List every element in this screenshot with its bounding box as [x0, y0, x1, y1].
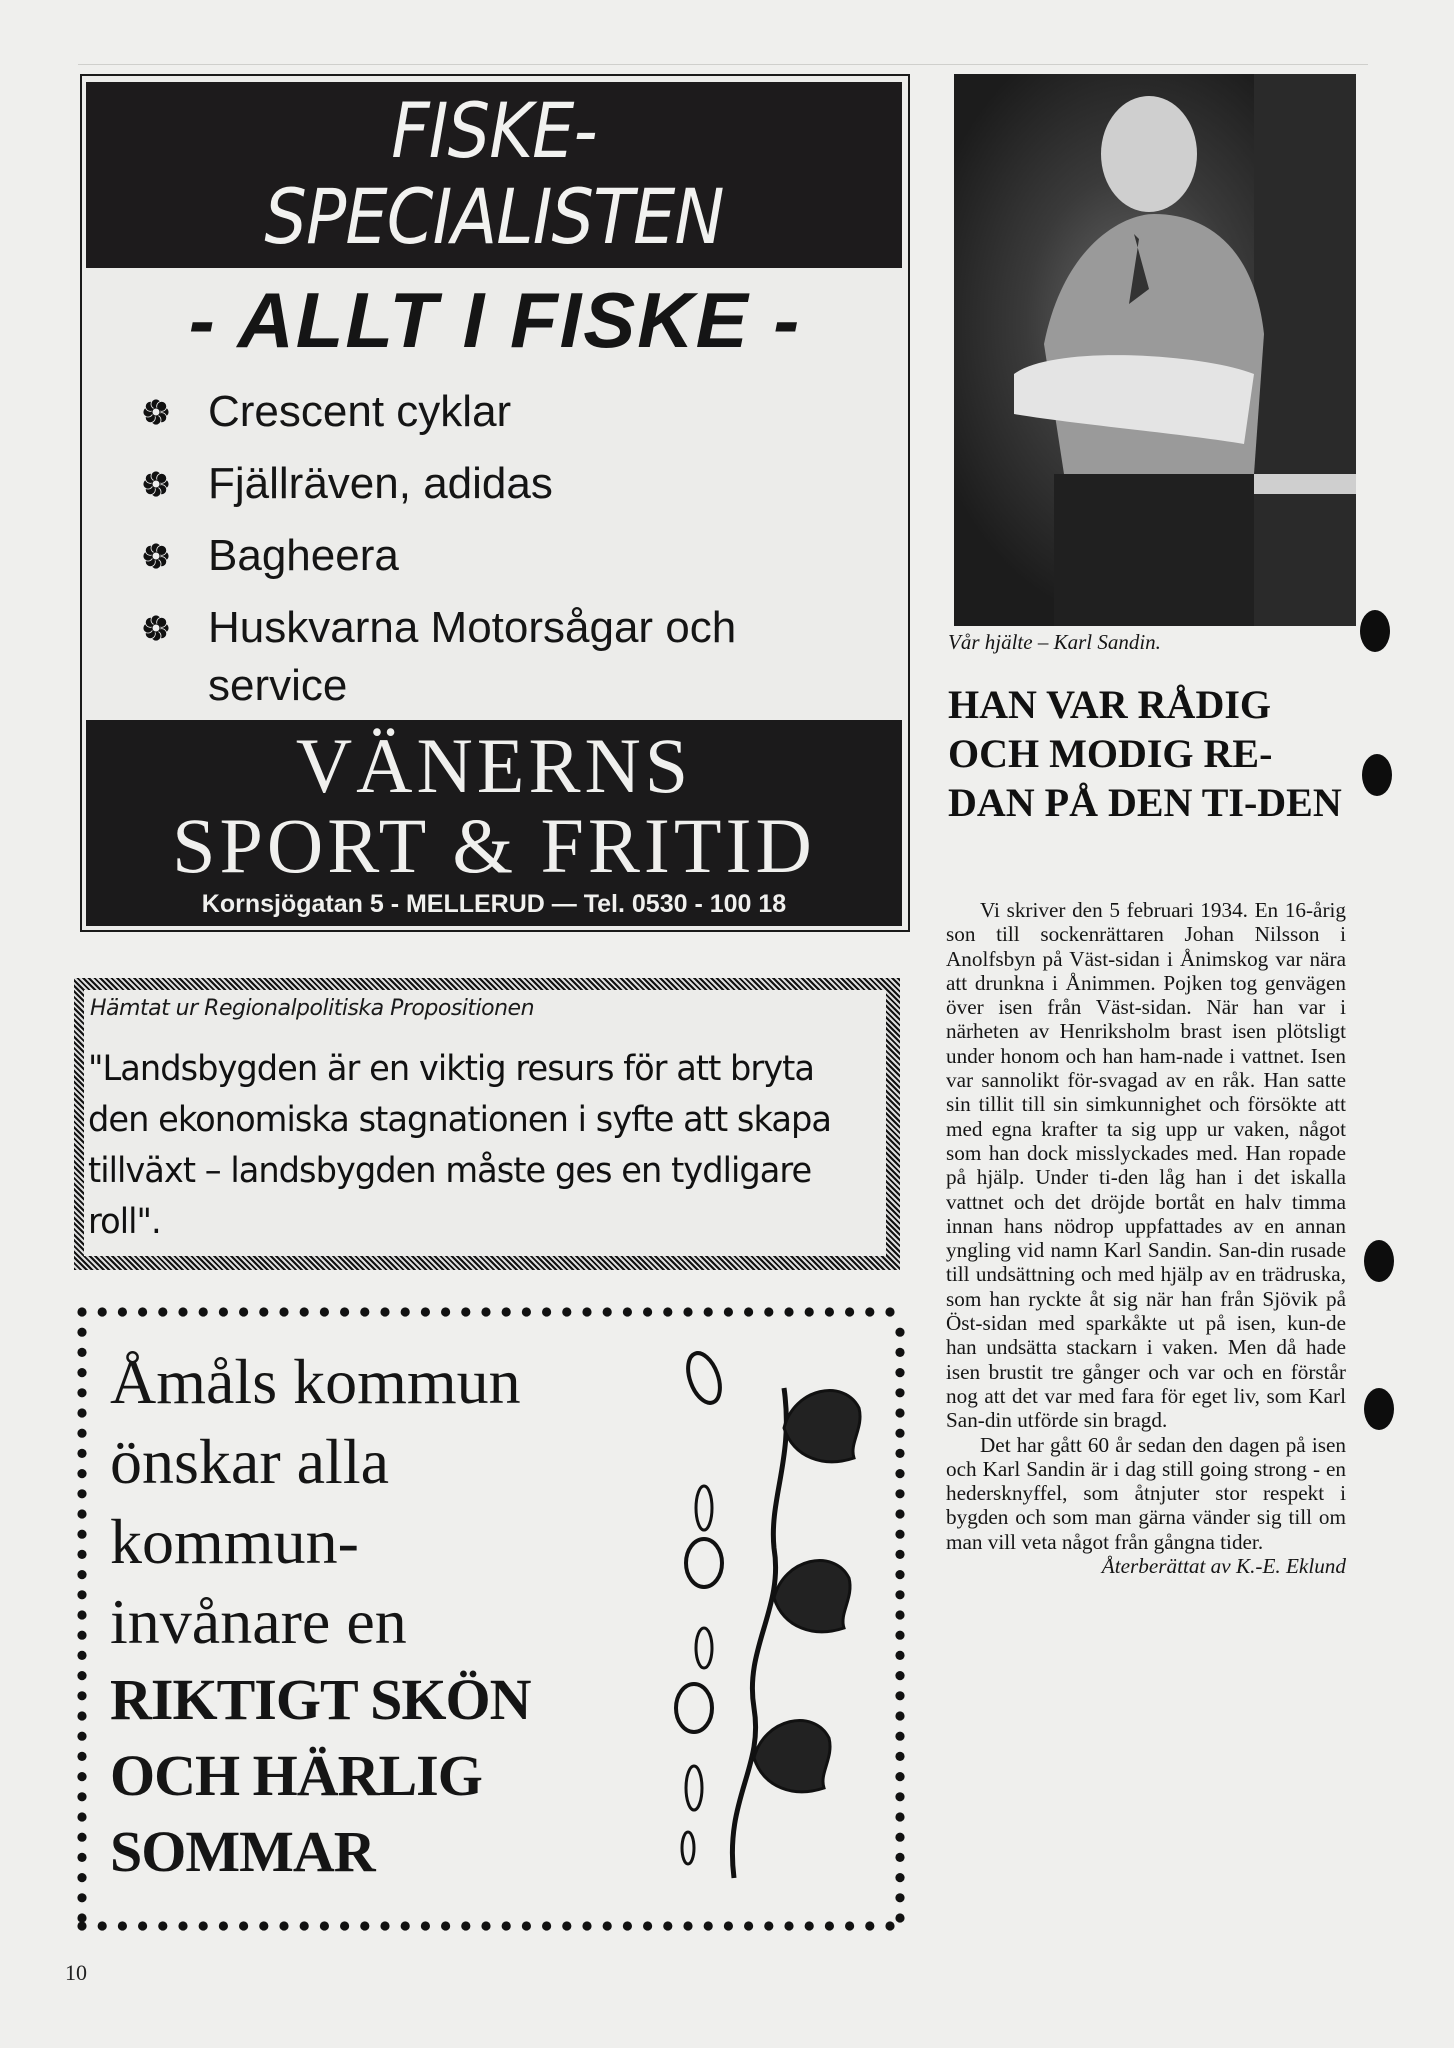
store-address: Kornsjögatan 5 - MELLERUD — Tel. 0530 - 100 18 [201, 890, 787, 918]
border-dot [279, 1307, 288, 1316]
border-dot [542, 1307, 551, 1316]
amal-bold-line: RIKTIGT SKÖN [110, 1667, 531, 1732]
border-dot [199, 1307, 208, 1316]
border-dot [895, 1610, 904, 1619]
ad-tagline: - ALLT I FISKE - [188, 276, 802, 364]
product-label: Huskvarna Motorsågar och [208, 603, 737, 652]
border-dot [895, 1853, 904, 1862]
border-dot [138, 1307, 147, 1316]
border-dot [158, 1921, 167, 1930]
quote-box [74, 978, 900, 1270]
border-dot [380, 1307, 389, 1316]
border-dot [380, 1921, 389, 1930]
amal-line: kommun- [110, 1506, 359, 1577]
border-dot [522, 1921, 531, 1930]
border-dot [77, 1509, 86, 1518]
border-dot [724, 1307, 733, 1316]
border-dot [895, 1651, 904, 1660]
border-dot [259, 1921, 268, 1930]
border-dot [77, 1921, 86, 1930]
border-dot [77, 1792, 86, 1801]
quote-source: Hämtat ur Regionalpolitiska Propositionen [90, 996, 535, 1021]
border-dot [77, 1449, 86, 1458]
border-dot [401, 1307, 410, 1316]
quote-inner [84, 990, 886, 1256]
fiskespecialisten-ad [80, 74, 910, 932]
border-dot [522, 1307, 531, 1316]
border-dot [77, 1631, 86, 1640]
border-dot [895, 1449, 904, 1458]
flower-bullet-icon [142, 614, 170, 642]
border-dot [895, 1812, 904, 1821]
border-dot [895, 1833, 904, 1842]
border-dot [895, 1772, 904, 1781]
border-dot [502, 1307, 511, 1316]
bell-flower-icon [774, 1561, 850, 1632]
border-dot [895, 1469, 904, 1478]
border-dot [77, 1812, 86, 1821]
amal-line: önskar alla [110, 1426, 389, 1497]
amal-line: invånare en [110, 1586, 407, 1657]
border-dot [219, 1307, 228, 1316]
border-dot [582, 1921, 591, 1930]
border-dot [895, 1752, 904, 1761]
border-dot [784, 1307, 793, 1316]
border-dot [77, 1388, 86, 1397]
bell-flower-icon [754, 1721, 830, 1792]
border-dot [77, 1408, 86, 1417]
border-dot [895, 1429, 904, 1438]
portrait-silhouette [954, 74, 1356, 626]
border-dot [77, 1651, 86, 1660]
border-dot [895, 1570, 904, 1579]
border-dot [895, 1530, 904, 1539]
border-dot [784, 1921, 793, 1930]
ad-title-line-2: SPECIALISTEN [264, 172, 724, 261]
border-dot [320, 1921, 329, 1930]
border-dot [895, 1489, 904, 1498]
border-dot [461, 1307, 470, 1316]
border-dot [895, 1408, 904, 1417]
border-dot [77, 1489, 86, 1498]
border-dot [421, 1307, 430, 1316]
flower-bullet-icon [142, 470, 170, 498]
border-dot [481, 1307, 490, 1316]
border-dot [825, 1921, 834, 1930]
border-dot [259, 1307, 268, 1316]
border-dot [895, 1631, 904, 1640]
amal-ad-text [110, 1342, 530, 1890]
flower-bullet-icon [142, 542, 170, 570]
border-dot [683, 1307, 692, 1316]
border-dot [98, 1307, 107, 1316]
border-dot [562, 1307, 571, 1316]
border-dot [562, 1921, 571, 1930]
border-dot [77, 1570, 86, 1579]
page-top-rule [78, 64, 1368, 65]
border-dot [77, 1853, 86, 1862]
border-dot [895, 1348, 904, 1357]
product-label: Crescent cyklar [208, 387, 512, 436]
border-dot [77, 1530, 86, 1539]
border-dot [98, 1921, 107, 1930]
border-dot [663, 1921, 672, 1930]
border-dot [77, 1429, 86, 1438]
border-dot [865, 1307, 874, 1316]
article-byline: Återberättat av K.-E. Eklund [1101, 1554, 1346, 1579]
article-headline: HAN VAR RÅDIG OCH MODIG RE-DAN PÅ DEN TI-DEN [948, 682, 1342, 825]
border-dot [764, 1307, 773, 1316]
border-dot [845, 1307, 854, 1316]
border-dot [360, 1307, 369, 1316]
article-body [946, 898, 1346, 1578]
store-band [86, 720, 902, 926]
border-dot [239, 1307, 248, 1316]
border-dot [441, 1307, 450, 1316]
border-dot [158, 1307, 167, 1316]
border-dot [895, 1711, 904, 1720]
border-dot [845, 1921, 854, 1930]
photo-caption: Vår hjälte – Karl Sandin. [948, 630, 1161, 654]
amal-bold-line: OCH HÄRLIG [110, 1743, 482, 1808]
border-dot [77, 1328, 86, 1337]
border-dot [764, 1921, 773, 1930]
border-dot [885, 1921, 894, 1930]
border-dot [360, 1921, 369, 1930]
border-dot [178, 1921, 187, 1930]
store-name-line-1: VÄNERNS [295, 722, 693, 809]
quote-text: "Landsbygden är en viktig resurs för att bryta den ekonomiska stagnationen i syfte att skapa tillväxt – landsbygden måste ges en tydligare roll". [88, 1049, 831, 1242]
border-dot [663, 1307, 672, 1316]
border-dot [118, 1921, 127, 1930]
border-dot [340, 1921, 349, 1930]
product-list-item [138, 448, 736, 520]
border-dot [77, 1348, 86, 1357]
border-dot [865, 1921, 874, 1930]
product-list [138, 376, 736, 722]
amal-bold-line: SOMMAR [110, 1819, 375, 1884]
border-dot [300, 1921, 309, 1930]
border-dot [300, 1307, 309, 1316]
border-dot [239, 1921, 248, 1930]
karl-sandin-photo [954, 74, 1356, 626]
border-dot [199, 1921, 208, 1930]
article-paragraph: Vi skriver den 5 februari 1934. En 16-årig son till sockenrättaren Johan Nilsson i Anolfsbyn på Väst-sidan i Ånimskog var nära att drunkna i Ånimmen. Pojken tog genvägen över isen från Väst-sidan. När han var i närheten av Henriksholm brast isen plötsligt under honom och han ham-nade i vattnet. Isen var sannolikt för-svagad av en råk. Han satte sin tillit till sin simkunnighet och försökte att med egna krafter ta sig upp ur vaken, något som han dock misslyckades med. Han ropade på hjälp. Under ti-den låg han i det iskalla vattnet och det dröjde bortåt en halv timma innan hans nödrop uppfattades av en annan yngling vid namn Karl Sandin. San-din rusade till undsättning och med hjälp av en trädruska, som han ryckte åt sig när han från Sjövik på Öst-sidan med sparkåkte ut på isen, kun-de han undsätta stackarn i vaken. Men då hade isen brustit tre gånger och var och en förstår nog att det var med fara för eget liv, som Karl San-din utförde sin bragd. [946, 898, 1346, 1433]
border-dot [77, 1590, 86, 1599]
border-dot [320, 1307, 329, 1316]
binder-hole [1360, 610, 1390, 652]
store-name-line-2: SPORT & FRITID [172, 802, 816, 889]
border-dot [704, 1307, 713, 1316]
border-dot [77, 1671, 86, 1680]
border-dot [895, 1328, 904, 1337]
amal-line: Åmåls kommun [110, 1346, 521, 1417]
border-dot [77, 1691, 86, 1700]
border-dot [77, 1732, 86, 1741]
border-dot [623, 1921, 632, 1930]
product-list-item [138, 520, 736, 592]
border-dot [219, 1921, 228, 1930]
border-dot [805, 1921, 814, 1930]
border-dot [441, 1921, 450, 1930]
bell-flower-icon [784, 1391, 860, 1462]
product-list-item [138, 650, 736, 722]
border-dot [895, 1388, 904, 1397]
amal-kommun-ad [74, 1304, 908, 1934]
border-dot [421, 1921, 430, 1930]
border-dot [77, 1913, 86, 1922]
border-dot [582, 1307, 591, 1316]
border-dot [744, 1307, 753, 1316]
page-number: 10 [65, 1960, 87, 1985]
border-dot [77, 1873, 86, 1882]
binder-hole [1364, 1388, 1394, 1430]
article-paragraph: Det har gått 60 år sedan den dagen på isen och Karl Sandin är i dag still going strong - en hedersknyffel, som åtnjuter stor respekt i bygden och som man gärna vänder sig till om man vill veta något från gångna tider. [946, 1432, 1346, 1554]
border-dot [481, 1921, 490, 1930]
border-dot [77, 1550, 86, 1559]
ad-title-line-1: FISKE- [391, 86, 597, 175]
border-dot [502, 1921, 511, 1930]
border-dot [895, 1873, 904, 1882]
border-dot [895, 1550, 904, 1559]
border-dot [724, 1921, 733, 1930]
border-dot [461, 1921, 470, 1930]
bellflower-illustration [674, 1348, 874, 1888]
border-dot [895, 1893, 904, 1902]
border-dot [77, 1307, 86, 1316]
product-list-item [138, 376, 736, 448]
border-dot [118, 1307, 127, 1316]
border-dot [895, 1691, 904, 1700]
border-dot [340, 1307, 349, 1316]
border-dot [643, 1307, 652, 1316]
border-dot [895, 1509, 904, 1518]
border-dot [895, 1590, 904, 1599]
border-dot [744, 1921, 753, 1930]
product-label: service [208, 661, 348, 710]
border-dot [704, 1921, 713, 1930]
border-dot [603, 1921, 612, 1930]
product-label: Bagheera [208, 531, 399, 580]
product-label: Fjällräven, adidas [208, 459, 553, 508]
border-dot [77, 1833, 86, 1842]
border-dot [77, 1469, 86, 1478]
border-dot [623, 1307, 632, 1316]
border-dot [77, 1610, 86, 1619]
border-dot [138, 1921, 147, 1930]
border-dot [178, 1307, 187, 1316]
flower-bullet-icon [142, 398, 170, 426]
border-dot [643, 1921, 652, 1930]
border-dot [895, 1792, 904, 1801]
binder-hole [1364, 1240, 1394, 1282]
border-dot [77, 1893, 86, 1902]
border-dot [77, 1711, 86, 1720]
border-dot [542, 1921, 551, 1930]
border-dot [77, 1752, 86, 1761]
binder-hole [1362, 754, 1392, 796]
border-dot [683, 1921, 692, 1930]
border-dot [895, 1913, 904, 1922]
border-dot [77, 1772, 86, 1781]
border-dot [603, 1307, 612, 1316]
border-dot [895, 1671, 904, 1680]
border-dot [825, 1307, 834, 1316]
border-dot [895, 1368, 904, 1377]
border-dot [805, 1307, 814, 1316]
border-dot [885, 1307, 894, 1316]
border-dot [895, 1732, 904, 1741]
border-dot [77, 1368, 86, 1377]
border-dot [279, 1921, 288, 1930]
border-dot [401, 1921, 410, 1930]
ad-title-band [86, 82, 902, 268]
